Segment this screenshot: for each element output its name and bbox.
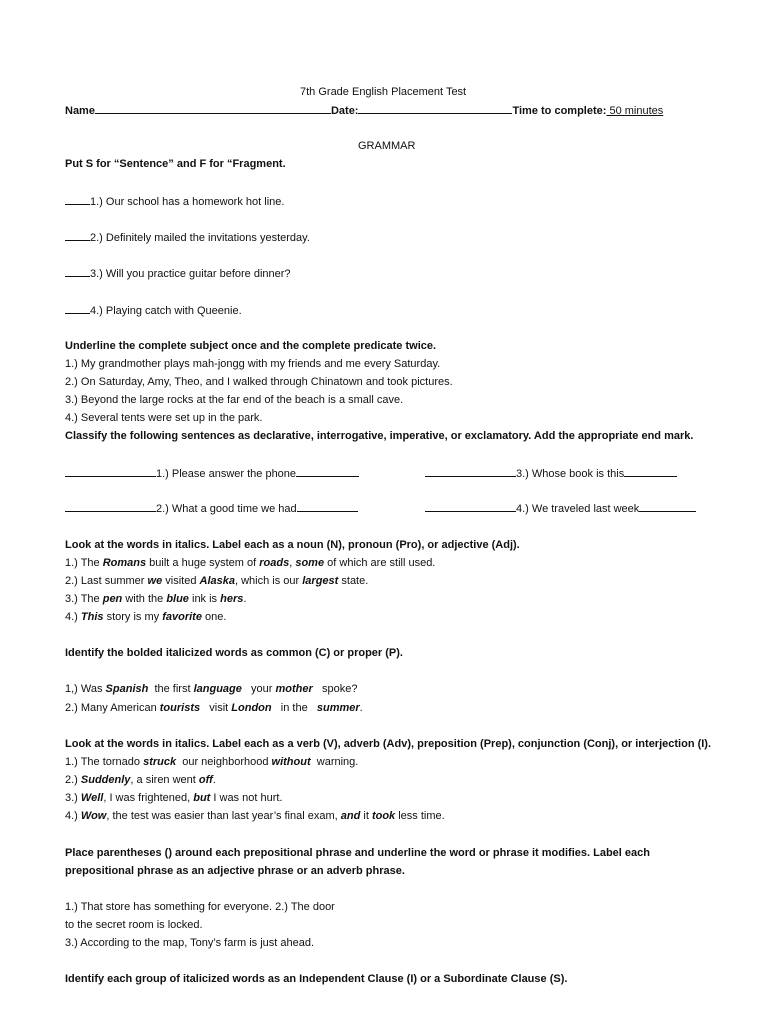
date-label: Date: [330,105,359,117]
s1-item: 3.) Will you practice guitar before dinner? [65,266,291,281]
s6-instruction: Look at the words in italics. Label each as a verb (V), adverb (Adv), preposition (Prep), conjunction (Conj), or interjection (I). [65,738,712,750]
s4-item: 3.) The pen with the blue ink is hers. [65,593,247,605]
s4-item: 1.) The Romans built a huge system of roads, some of which are still used. [65,557,436,569]
name-blank[interactable] [95,103,331,114]
s2-instruction: Underline the complete subject once and the complete predicate twice. [65,340,437,352]
end-mark-blank[interactable] [297,501,358,512]
s1-item: 4.) Playing catch with Queenie. [65,303,242,318]
s7-instruction: Place parentheses () around each prepositional phrase and underline the word or phrase it modifies. Label each [65,847,650,859]
answer-blank[interactable] [65,466,156,477]
s1-item: 1.) Our school has a homework hot line. [65,194,284,209]
s7-item: 3.) According to the map, Tony’s farm is just ahead. [65,937,315,949]
s3-item: 2.) What a good time we had [65,501,358,516]
s6-item: 1.) The tornado struck our neighborhood without warning. [65,756,359,768]
section-title: GRAMMAR [358,140,416,152]
answer-blank[interactable] [65,501,156,512]
s3-instruction: Classify the following sentences as declarative, interrogative, imperative, or exclamatory. Add the appropriate end mark. [65,430,694,442]
s3-item: 1.) Please answer the phone [65,466,359,481]
answer-blank[interactable] [65,266,90,277]
s6-item: 3.) Well, I was frightened, but I was not hurt. [65,792,283,804]
s4-instruction: Look at the words in italics. Label each as a noun (N), pronoun (Pro), or adjective (Adj). [65,539,520,551]
s1-item: 2.) Definitely mailed the invitations yesterday. [65,230,310,245]
s7-item: 1.) That store has something for everyone. 2.) The door [65,901,335,913]
document-title: 7th Grade English Placement Test [300,86,467,98]
s3-item: 4.) We traveled last week [425,501,696,516]
s3-item: 3.) Whose book is this [425,466,677,481]
s5-item: 2.) Many American tourists visit London in the summer. [65,702,363,714]
s2-item: 2.) On Saturday, Amy, Theo, and I walked through Chinatown and took pictures. [65,376,453,388]
s4-item: 2.) Last summer we visited Alaska, which is our largest state. [65,575,369,587]
s6-item: 2.) Suddenly, a siren went off. [65,774,216,786]
s6-item: 4.) Wow, the test was easier than last year’s final exam, and it took less time. [65,810,445,822]
s2-item: 3.) Beyond the large rocks at the far end of the beach is a small cave. [65,394,404,406]
answer-blank[interactable] [425,466,516,477]
answer-blank[interactable] [65,194,90,205]
time-value: 50 minutes [606,105,664,117]
answer-blank[interactable] [425,501,516,512]
s2-item: 4.) Several tents were set up in the park. [65,412,263,424]
name-label: Name [65,105,95,117]
answer-blank[interactable] [65,303,90,314]
s5-instruction: Identify the bolded italicized words as common (C) or proper (P). [65,647,403,659]
end-mark-blank[interactable] [624,466,677,477]
end-mark-blank[interactable] [639,501,696,512]
header-row: Name Date: Time to complete: 50 minutes [65,105,664,117]
s1-instruction: Put S for “Sentence” and F for “Fragment. [65,158,286,170]
answer-blank[interactable] [65,230,90,241]
s2-item: 1.) My grandmother plays mah-jongg with my friends and me every Saturday. [65,358,441,370]
date-blank[interactable] [358,103,512,114]
s4-item: 4.) This story is my favorite one. [65,611,227,623]
time-label: Time to complete [512,105,603,117]
s7-item: to the secret room is locked. [65,919,203,931]
s8-instruction: Identify each group of italicized words as an Independent Clause (I) or a Subordinate Clause (S). [65,973,568,985]
s7-instruction: prepositional phrase as an adjective phrase or an adverb phrase. [65,865,405,877]
end-mark-blank[interactable] [296,466,359,477]
s5-item: 1,) Was Spanish the first language your mother spoke? [65,683,358,695]
